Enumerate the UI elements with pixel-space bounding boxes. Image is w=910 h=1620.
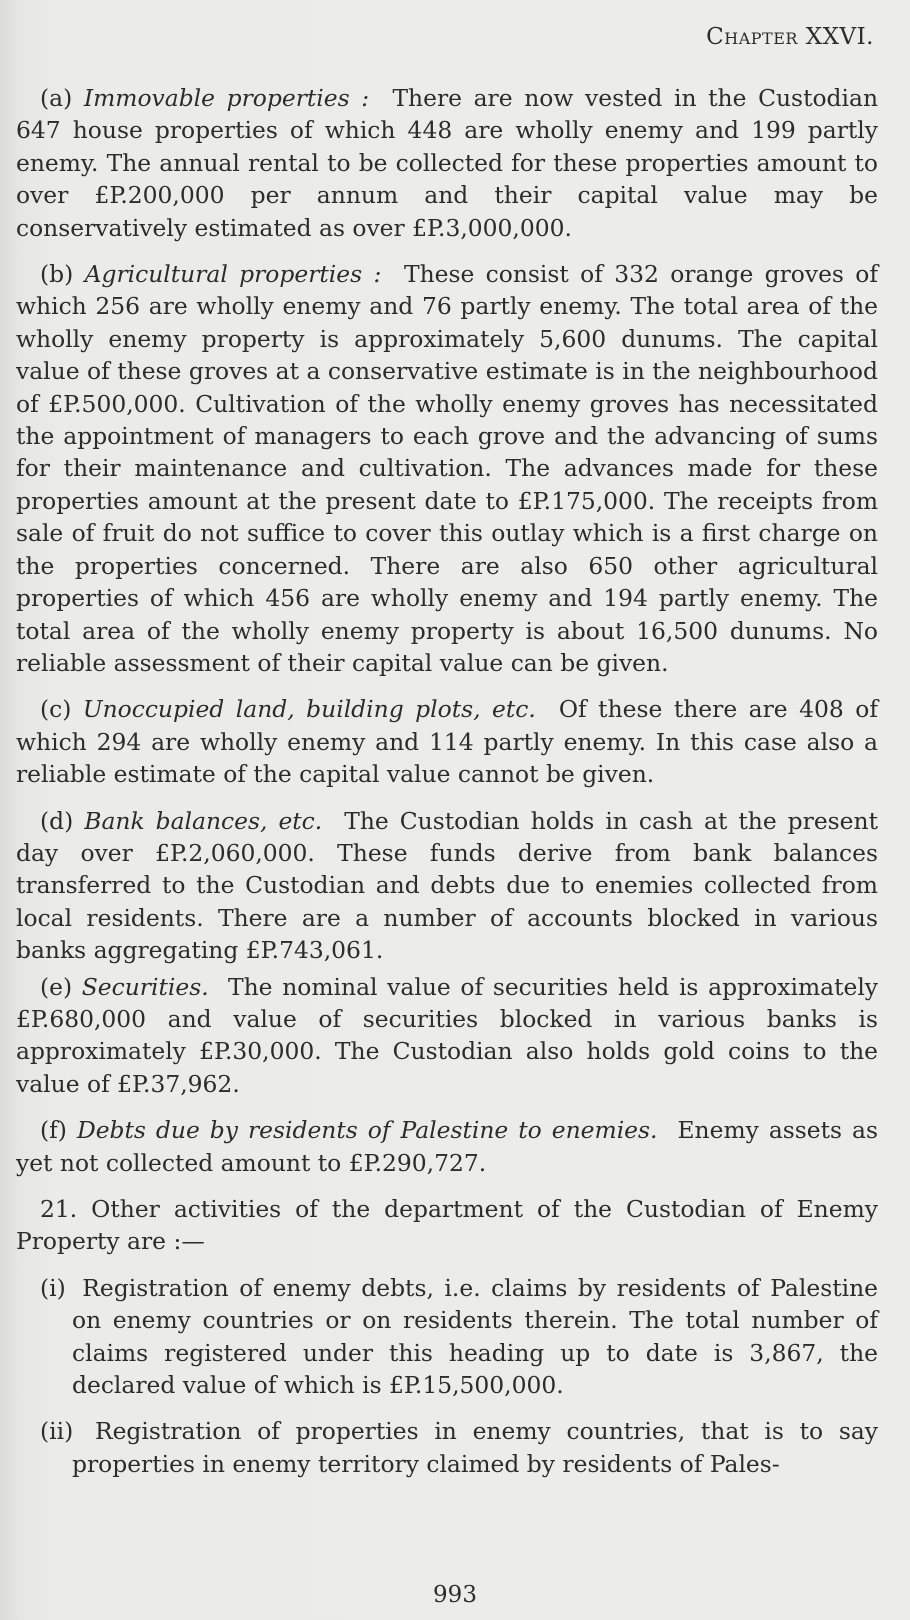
paragraph-label: (c) — [40, 695, 72, 724]
section-21-intro: 21. Other activities of the department of the Custodian of Enemy Property are :— — [16, 1195, 878, 1256]
section-21-item-i — [16, 1272, 878, 1402]
paragraph-f — [16, 1114, 878, 1179]
section-21-item-ii — [16, 1415, 878, 1480]
paragraph-b — [16, 258, 878, 679]
list-item-text: Registration of enemy debts, i.e. claims by residents of Palestine on enemy countries or on residents therein. The total number of claims registered under this heading up to date is 3,867, the declared value of which is £P.15,500,000. — [72, 1273, 878, 1400]
list-item-text: Registration of properties in enemy countries, that is to say properties in enemy territory claimed by residents of Pales- — [72, 1417, 878, 1478]
paragraph-body: Of these there are 408 of which 294 are wholly enemy and 114 partly enemy. In this case also a reliable estimate of the capital value cannot be given. — [16, 695, 879, 789]
paragraph-body: The nominal value of securities held is approximately £P.680,000 and value of securities blocked in various banks is approximately £P.30,000. The Custodian also holds gold coins to the value of £P.37,962. — [16, 972, 879, 1098]
list-item-label: (i) — [40, 1273, 66, 1302]
paragraph-heading: Securities. — [81, 972, 209, 1001]
paragraph-label: (b) — [40, 260, 74, 289]
paragraph-body: These consist of 332 orange groves of which 256 are wholly enemy and 76 partly enemy. The total area of the wholly enemy property is approximately 5,600 dunums. The capital value of these groves at a conservative estimate is in the neighbourhood of £P.500,000. Cultivation of the wholly enemy groves has necessitated the appointment of managers to each grove and the advancing of sums for their maintenance and cultivation. The advances made for these properties amount at the present date to £P.175,000. The receipts from sale of fruit do not suffice to cover this outlay which is a first charge on the properties concerned. There are also 650 other agricultural properties of which 456 are wholly enemy and 194 partly enemy. The total area of the wholly enemy property is about 16,500 dunums. No reliable assessment of their capital value can be given. — [16, 260, 878, 677]
paragraph-heading: Bank balances, etc. — [84, 806, 323, 835]
paragraph-e — [16, 971, 878, 1101]
page-number: 993 — [433, 1582, 477, 1608]
paragraph-a — [16, 82, 878, 244]
paragraph-heading: Immovable properties : — [83, 84, 370, 112]
paragraph-body: Enemy assets as yet not collected amount to £P.290,727. — [16, 1116, 878, 1177]
paragraph-c — [16, 693, 878, 790]
paragraph-body: The Custodian holds in cash at the present day over £P.2,060,000. These funds derive from bank balances transferred to the Custodian and debts due to enemies collected from local residents. There are a number of accounts blocked in various banks aggregating £P.743,061. — [16, 806, 878, 965]
paragraph-label: (d) — [40, 806, 74, 835]
paragraph-label: (a) — [40, 84, 73, 112]
paragraph-heading: Debts due by residents of Palestine to enemies. — [76, 1116, 658, 1145]
list-item-label: (ii) — [40, 1417, 74, 1446]
chapter-header: Chapter XXVI. — [706, 24, 874, 50]
paragraph-heading: Agricultural properties : — [84, 260, 382, 289]
paragraph-body: There are now vested in the Custodian 647 house properties of which 448 are wholly enemy and 199 partly enemy. The annual rental to be collected for these properties amount to over £P.200,000 per annum and their capital value may be conservatively estimated as over £P.3,000,000. — [16, 84, 879, 242]
body-text — [16, 82, 878, 1494]
paragraph-heading: Unoccupied land, building plots, etc. — [82, 695, 536, 724]
paragraph-d — [16, 805, 878, 967]
paragraph-label: (f) — [40, 1116, 67, 1145]
paragraph-label: (e) — [40, 972, 73, 1001]
